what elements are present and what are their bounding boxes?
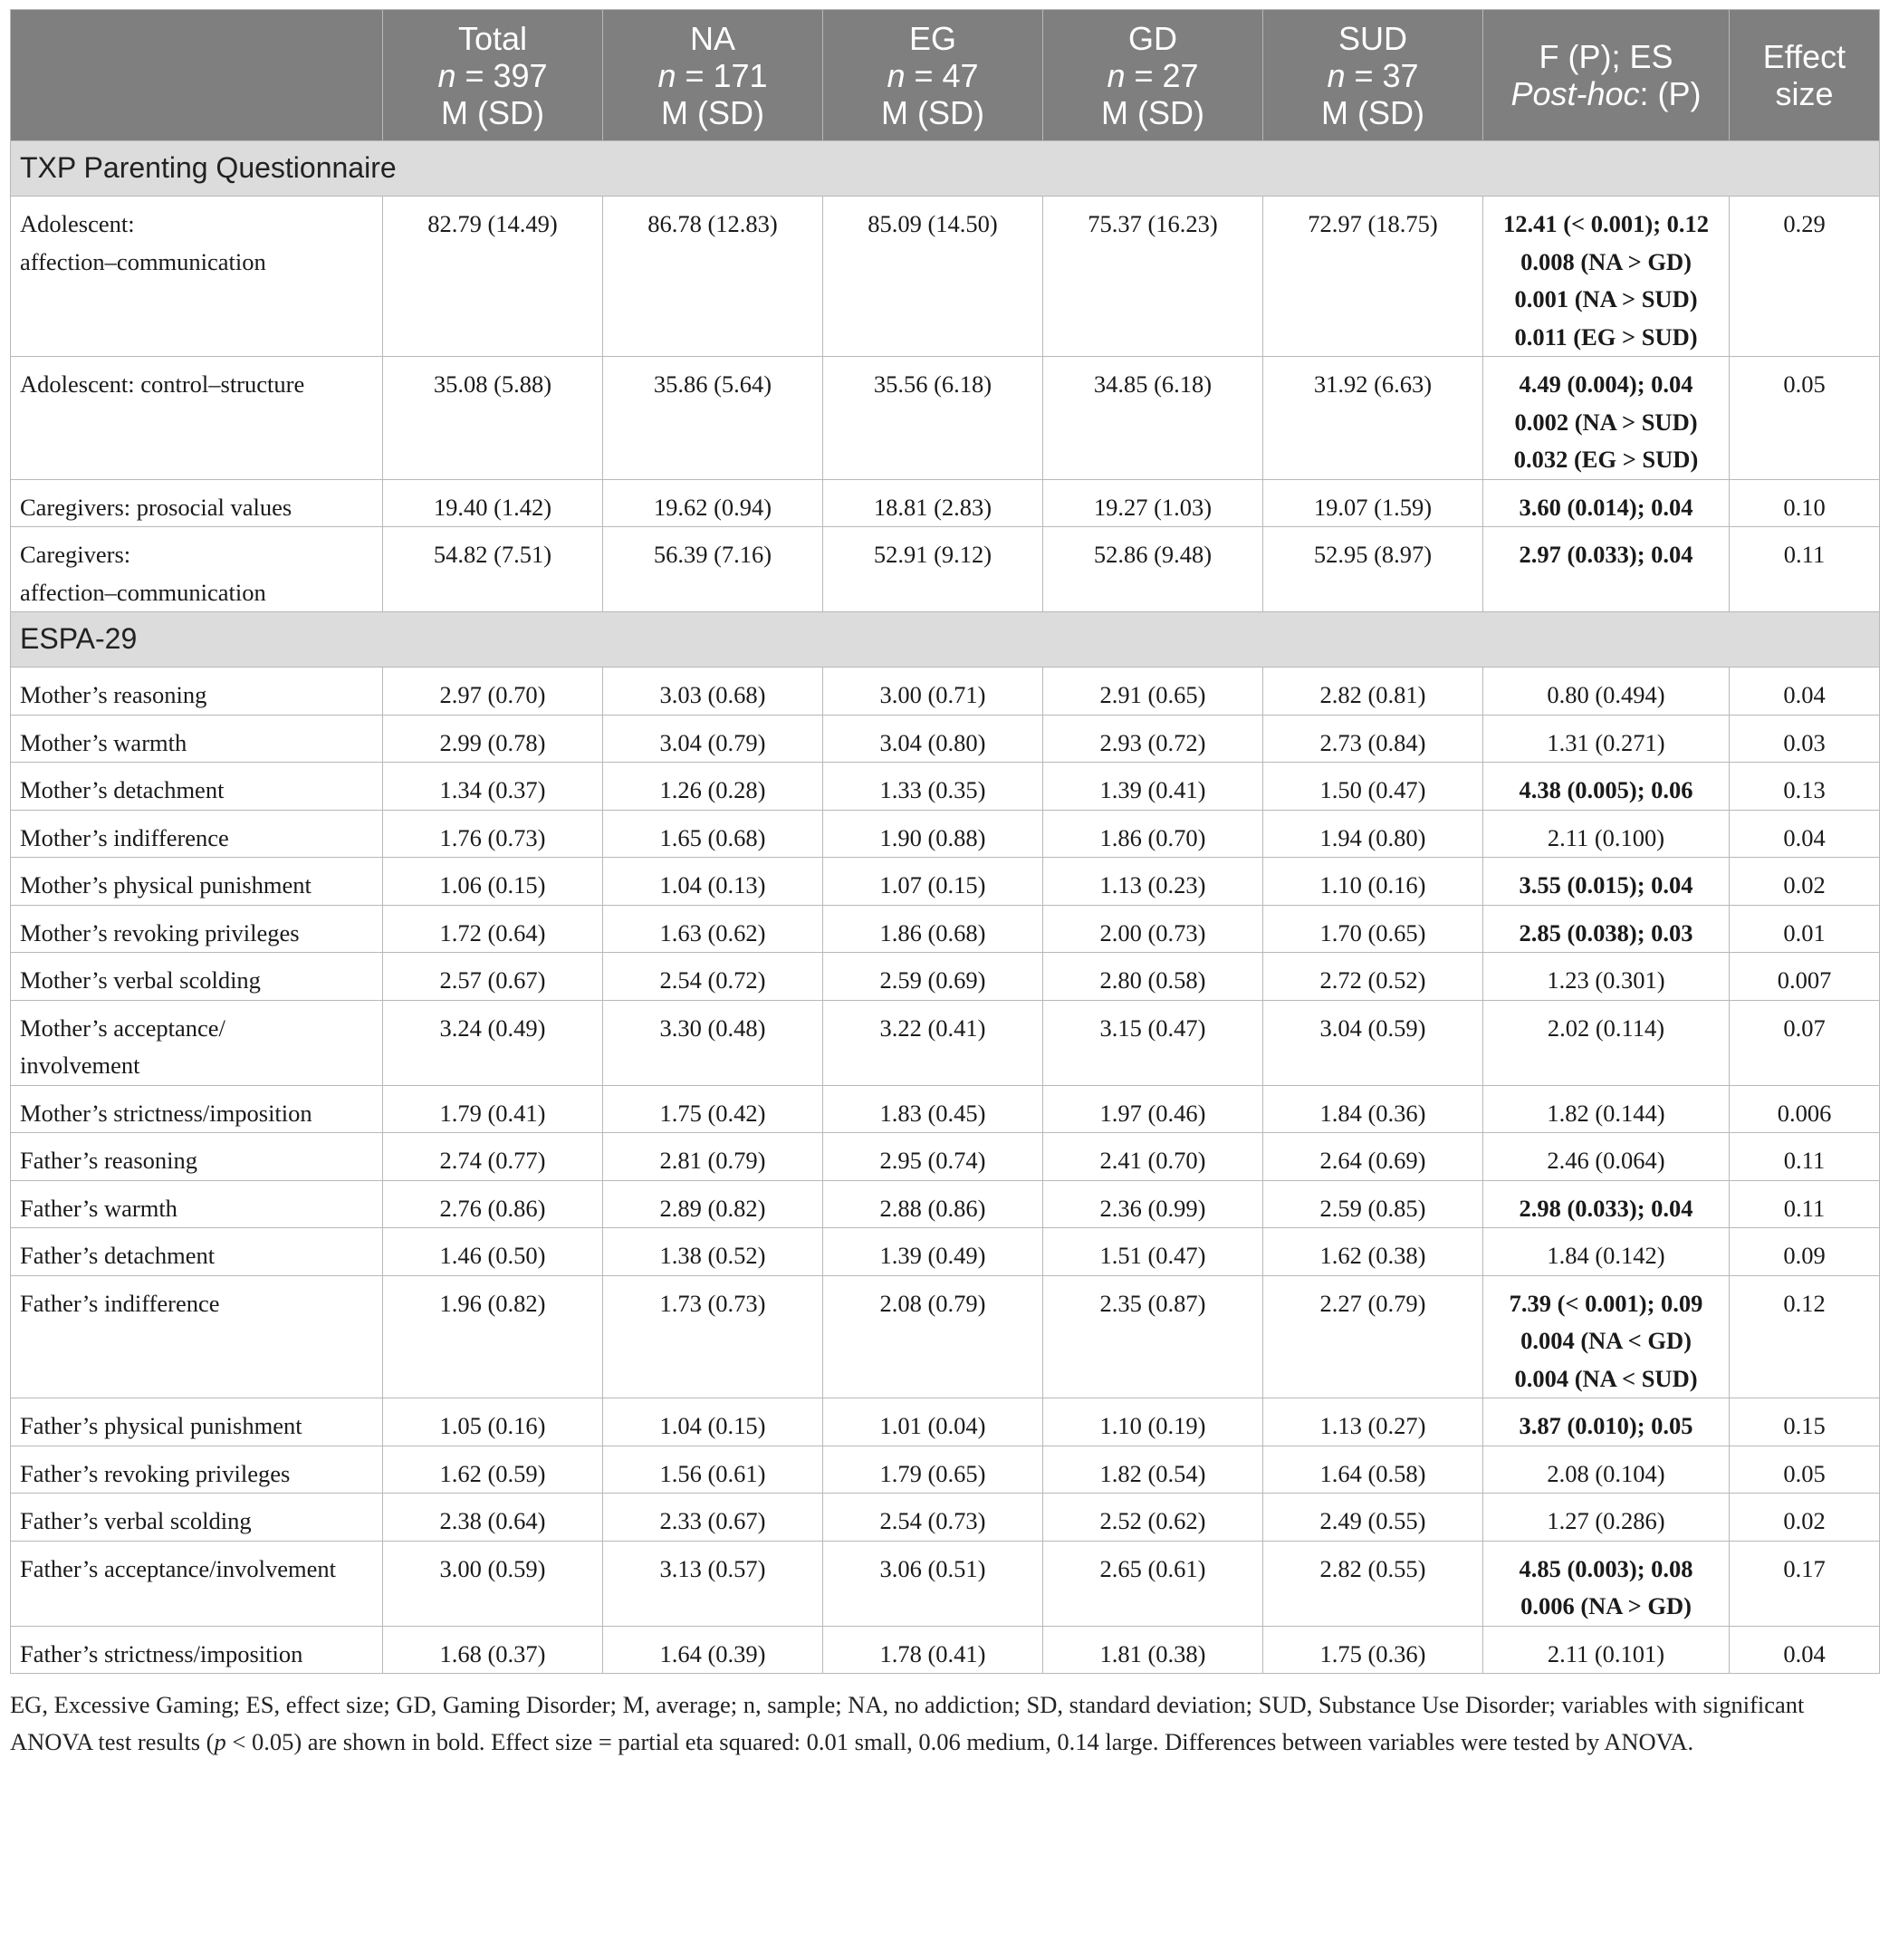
cell-f-posthoc xyxy=(1483,1000,1730,1085)
row-label xyxy=(11,1000,383,1085)
cell-na: 2.54 (0.72) xyxy=(603,953,823,1001)
cell-total: 54.82 (7.51) xyxy=(383,527,603,612)
row-label xyxy=(11,357,383,480)
row-label-line: Mother’s revoking privileges xyxy=(20,918,300,946)
row-label xyxy=(11,1446,383,1494)
cell-f-line: 2.11 (0.100) xyxy=(1547,823,1665,851)
cell-sud: 1.84 (0.36) xyxy=(1263,1085,1483,1133)
table-footnote xyxy=(10,1686,1879,1761)
cell-eg: 3.00 (0.71) xyxy=(823,668,1043,716)
cell-eg: 35.56 (6.18) xyxy=(823,357,1043,480)
table-row xyxy=(11,953,1880,1001)
cell-f-line: 1.82 (0.144) xyxy=(1547,1099,1665,1127)
cell-eg: 1.39 (0.49) xyxy=(823,1228,1043,1276)
cell-f-posthoc xyxy=(1483,1398,1730,1446)
cell-sud: 2.64 (0.69) xyxy=(1263,1133,1483,1181)
header-eg-line: EG xyxy=(908,19,956,57)
cell-total: 2.57 (0.67) xyxy=(383,953,603,1001)
header-na xyxy=(603,10,823,141)
cell-sud: 1.94 (0.80) xyxy=(1263,810,1483,858)
cell-eg: 1.78 (0.41) xyxy=(823,1626,1043,1674)
row-label-line: Father’s acceptance/involvement xyxy=(20,1554,337,1582)
cell-sud: 72.97 (18.75) xyxy=(1263,197,1483,357)
cell-total: 82.79 (14.49) xyxy=(383,197,603,357)
header-gd-line: M (SD) xyxy=(1101,93,1204,131)
row-label-line: Mother’s reasoning xyxy=(20,681,207,708)
header-es-line: Effect xyxy=(1762,38,1846,75)
table-row xyxy=(11,479,1880,527)
cell-f-line: 0.004 (NA < GD) xyxy=(1520,1327,1692,1354)
cell-na: 35.86 (5.64) xyxy=(603,357,823,480)
cell-f-line: 2.46 (0.064) xyxy=(1547,1147,1665,1174)
cell-eg: 3.22 (0.41) xyxy=(823,1000,1043,1085)
cell-f-posthoc xyxy=(1483,1133,1730,1181)
cell-sud: 2.59 (0.85) xyxy=(1263,1180,1483,1228)
cell-effect-size: 0.006 xyxy=(1730,1085,1880,1133)
row-label-line: Adolescent: control–structure xyxy=(20,370,305,398)
cell-total: 1.06 (0.15) xyxy=(383,858,603,906)
cell-gd: 2.93 (0.72) xyxy=(1043,715,1263,763)
row-label xyxy=(11,1133,383,1181)
cell-gd: 1.97 (0.46) xyxy=(1043,1085,1263,1133)
cell-gd: 34.85 (6.18) xyxy=(1043,357,1263,480)
cell-gd: 1.10 (0.19) xyxy=(1043,1398,1263,1446)
table-row xyxy=(11,1180,1880,1228)
header-es xyxy=(1730,10,1880,141)
cell-na: 1.38 (0.52) xyxy=(603,1228,823,1276)
cell-na: 86.78 (12.83) xyxy=(603,197,823,357)
row-label-line: involvement xyxy=(20,1052,140,1079)
cell-f-line: 2.08 (0.104) xyxy=(1547,1459,1665,1487)
header-total xyxy=(383,10,603,141)
cell-f-line: 0.032 (EG > SUD) xyxy=(1513,446,1699,473)
cell-total: 1.79 (0.41) xyxy=(383,1085,603,1133)
cell-na: 1.63 (0.62) xyxy=(603,905,823,953)
cell-total: 3.24 (0.49) xyxy=(383,1000,603,1085)
row-label xyxy=(11,1494,383,1542)
cell-f-line: 4.49 (0.004); 0.04 xyxy=(1519,370,1693,398)
header-na-line: n = 171 xyxy=(657,56,768,94)
cell-f-posthoc xyxy=(1483,1085,1730,1133)
table-row xyxy=(11,1000,1880,1085)
row-label-line: Father’s strictness/imposition xyxy=(20,1639,303,1667)
cell-effect-size: 0.03 xyxy=(1730,715,1880,763)
row-label xyxy=(11,527,383,612)
row-label-line: Father’s reasoning xyxy=(20,1147,198,1174)
row-label-line: Mother’s indifference xyxy=(20,823,229,851)
cell-total: 1.96 (0.82) xyxy=(383,1275,603,1398)
cell-f-line: 2.11 (0.101) xyxy=(1547,1639,1665,1667)
header-sud-line: n = 37 xyxy=(1327,56,1419,94)
cell-f-line: 4.38 (0.005); 0.06 xyxy=(1519,776,1693,803)
cell-gd: 1.86 (0.70) xyxy=(1043,810,1263,858)
cell-effect-size: 0.11 xyxy=(1730,1180,1880,1228)
header-eg-line: n = 47 xyxy=(887,56,979,94)
cell-f-line: 0.008 (NA > GD) xyxy=(1520,247,1692,275)
cell-f-posthoc xyxy=(1483,1180,1730,1228)
cell-total: 2.38 (0.64) xyxy=(383,1494,603,1542)
cell-sud: 31.92 (6.63) xyxy=(1263,357,1483,480)
cell-f-line: 2.85 (0.038); 0.03 xyxy=(1519,918,1693,946)
cell-na: 2.89 (0.82) xyxy=(603,1180,823,1228)
cell-effect-size: 0.04 xyxy=(1730,668,1880,716)
cell-total: 2.76 (0.86) xyxy=(383,1180,603,1228)
cell-sud: 2.82 (0.55) xyxy=(1263,1541,1483,1626)
table-row xyxy=(11,197,1880,357)
header-total-line: n = 397 xyxy=(437,56,548,94)
header-gd-line: n = 27 xyxy=(1107,56,1199,94)
cell-f-line: 0.80 (0.494) xyxy=(1547,681,1665,708)
row-label-line: Mother’s warmth xyxy=(20,728,187,756)
cell-effect-size: 0.13 xyxy=(1730,763,1880,811)
cell-na: 56.39 (7.16) xyxy=(603,527,823,612)
section-row xyxy=(11,141,1880,197)
table-row xyxy=(11,357,1880,480)
cell-total: 1.68 (0.37) xyxy=(383,1626,603,1674)
footnote-p-symbol: p xyxy=(214,1728,226,1755)
header-f-line: F (P); ES xyxy=(1539,38,1673,75)
header-f xyxy=(1483,10,1730,141)
cell-sud: 2.27 (0.79) xyxy=(1263,1275,1483,1398)
cell-sud: 1.70 (0.65) xyxy=(1263,905,1483,953)
cell-total: 2.97 (0.70) xyxy=(383,668,603,716)
cell-f-posthoc xyxy=(1483,1494,1730,1542)
table-row xyxy=(11,1085,1880,1133)
cell-gd: 52.86 (9.48) xyxy=(1043,527,1263,612)
cell-sud: 1.50 (0.47) xyxy=(1263,763,1483,811)
cell-f-line: 3.87 (0.010); 0.05 xyxy=(1519,1412,1693,1439)
cell-eg: 2.08 (0.79) xyxy=(823,1275,1043,1398)
row-label xyxy=(11,905,383,953)
cell-na: 3.03 (0.68) xyxy=(603,668,823,716)
header-gd-line: GD xyxy=(1128,19,1177,57)
cell-sud: 2.73 (0.84) xyxy=(1263,715,1483,763)
cell-f-line: 2.98 (0.033); 0.04 xyxy=(1519,1194,1693,1222)
cell-effect-size: 0.11 xyxy=(1730,527,1880,612)
table-row xyxy=(11,1228,1880,1276)
cell-effect-size: 0.02 xyxy=(1730,1494,1880,1542)
header-total-line: M (SD) xyxy=(441,93,544,131)
table-row xyxy=(11,810,1880,858)
table-row xyxy=(11,1133,1880,1181)
cell-sud: 1.75 (0.36) xyxy=(1263,1626,1483,1674)
cell-na: 1.73 (0.73) xyxy=(603,1275,823,1398)
cell-f-posthoc xyxy=(1483,715,1730,763)
cell-na: 2.81 (0.79) xyxy=(603,1133,823,1181)
cell-na: 1.75 (0.42) xyxy=(603,1085,823,1133)
table-row xyxy=(11,527,1880,612)
row-label xyxy=(11,1180,383,1228)
header-sud-line: SUD xyxy=(1338,19,1407,57)
cell-effect-size: 0.29 xyxy=(1730,197,1880,357)
cell-gd: 19.27 (1.03) xyxy=(1043,479,1263,527)
cell-f-posthoc xyxy=(1483,1541,1730,1626)
cell-na: 2.33 (0.67) xyxy=(603,1494,823,1542)
cell-f-line: 3.60 (0.014); 0.04 xyxy=(1519,493,1693,521)
cell-eg: 1.90 (0.88) xyxy=(823,810,1043,858)
cell-effect-size: 0.04 xyxy=(1730,810,1880,858)
cell-gd: 1.82 (0.54) xyxy=(1043,1446,1263,1494)
row-label-line: Father’s physical punishment xyxy=(20,1412,302,1439)
header-total-line: Total xyxy=(457,19,528,57)
table-row xyxy=(11,1626,1880,1674)
row-label-line: Mother’s physical punishment xyxy=(20,871,312,898)
cell-gd: 2.41 (0.70) xyxy=(1043,1133,1263,1181)
row-label-line: Mother’s detachment xyxy=(20,776,225,803)
cell-effect-size: 0.15 xyxy=(1730,1398,1880,1446)
cell-f-line: 0.004 (NA < SUD) xyxy=(1514,1364,1698,1392)
cell-na: 19.62 (0.94) xyxy=(603,479,823,527)
cell-effect-size: 0.007 xyxy=(1730,953,1880,1001)
cell-f-posthoc xyxy=(1483,858,1730,906)
cell-f-posthoc xyxy=(1483,1275,1730,1398)
header-na-line: NA xyxy=(689,19,735,57)
cell-na: 1.04 (0.13) xyxy=(603,858,823,906)
cell-na: 1.04 (0.15) xyxy=(603,1398,823,1446)
cell-f-posthoc xyxy=(1483,527,1730,612)
table-row xyxy=(11,905,1880,953)
header-blank xyxy=(11,10,383,141)
row-label-line: Father’s revoking privileges xyxy=(20,1459,291,1487)
header-gd xyxy=(1043,10,1263,141)
cell-f-posthoc xyxy=(1483,810,1730,858)
cell-gd: 75.37 (16.23) xyxy=(1043,197,1263,357)
row-label xyxy=(11,1085,383,1133)
section-title: ESPA-29 xyxy=(11,612,1880,668)
cell-sud: 1.10 (0.16) xyxy=(1263,858,1483,906)
cell-gd: 1.39 (0.41) xyxy=(1043,763,1263,811)
cell-na: 1.64 (0.39) xyxy=(603,1626,823,1674)
cell-na: 1.56 (0.61) xyxy=(603,1446,823,1494)
footnote-text-2: < 0.05) are shown in bold. Effect size = partial eta squared: 0.01 small, 0.06 medium, 0.14 large. Differences between variables were tested by ANOVA. xyxy=(225,1728,1694,1755)
section-row xyxy=(11,612,1880,668)
row-label-line: Mother’s strictness/imposition xyxy=(20,1099,312,1127)
row-label-line: Caregivers: prosocial values xyxy=(20,493,292,521)
cell-gd: 2.65 (0.61) xyxy=(1043,1541,1263,1626)
header-na-line: M (SD) xyxy=(661,93,764,131)
row-label xyxy=(11,763,383,811)
row-label xyxy=(11,810,383,858)
cell-total: 1.46 (0.50) xyxy=(383,1228,603,1276)
cell-gd: 2.00 (0.73) xyxy=(1043,905,1263,953)
cell-total: 1.05 (0.16) xyxy=(383,1398,603,1446)
cell-f-line: 1.27 (0.286) xyxy=(1547,1507,1665,1534)
cell-total: 2.99 (0.78) xyxy=(383,715,603,763)
row-label xyxy=(11,1541,383,1626)
footnote-text-1: EG, Excessive Gaming; ES, effect size; GD, Gaming Disorder; M, average; n, sample; NA, no addiction; SD, standard deviation; SUD, Substance Use Disorder; variables with significant ANOVA test results ( xyxy=(10,1691,1805,1755)
cell-f-line: 1.84 (0.142) xyxy=(1547,1242,1665,1269)
row-label xyxy=(11,1626,383,1674)
cell-sud: 2.49 (0.55) xyxy=(1263,1494,1483,1542)
row-label xyxy=(11,953,383,1001)
cell-gd: 2.80 (0.58) xyxy=(1043,953,1263,1001)
cell-sud: 2.82 (0.81) xyxy=(1263,668,1483,716)
cell-f-line: 0.001 (NA > SUD) xyxy=(1514,285,1698,312)
header-sud-line: M (SD) xyxy=(1321,93,1424,131)
cell-eg: 18.81 (2.83) xyxy=(823,479,1043,527)
table-row xyxy=(11,1541,1880,1626)
cell-f-line: 3.55 (0.015); 0.04 xyxy=(1519,871,1693,898)
header-f-line: Post-hoc: (P) xyxy=(1510,75,1702,112)
cell-eg: 1.33 (0.35) xyxy=(823,763,1043,811)
row-label-line: Adolescent: xyxy=(20,210,135,237)
cell-eg: 3.06 (0.51) xyxy=(823,1541,1043,1626)
cell-eg: 52.91 (9.12) xyxy=(823,527,1043,612)
cell-f-line: 1.31 (0.271) xyxy=(1547,728,1665,756)
row-label xyxy=(11,1228,383,1276)
cell-total: 19.40 (1.42) xyxy=(383,479,603,527)
header-eg xyxy=(823,10,1043,141)
cell-eg: 2.59 (0.69) xyxy=(823,953,1043,1001)
cell-f-posthoc xyxy=(1483,905,1730,953)
cell-total: 3.00 (0.59) xyxy=(383,1541,603,1626)
row-label-line: Father’s detachment xyxy=(20,1242,216,1269)
table-body xyxy=(11,141,1880,1674)
cell-f-line: 12.41 (< 0.001); 0.12 xyxy=(1502,210,1710,237)
cell-f-posthoc xyxy=(1483,357,1730,480)
row-label-line: Father’s warmth xyxy=(20,1194,177,1222)
cell-eg: 1.79 (0.65) xyxy=(823,1446,1043,1494)
cell-f-posthoc xyxy=(1483,479,1730,527)
cell-f-posthoc xyxy=(1483,1228,1730,1276)
cell-effect-size: 0.11 xyxy=(1730,1133,1880,1181)
cell-sud: 3.04 (0.59) xyxy=(1263,1000,1483,1085)
header-es-line: size xyxy=(1775,75,1834,112)
cell-gd: 2.52 (0.62) xyxy=(1043,1494,1263,1542)
row-label-line: Father’s verbal scolding xyxy=(20,1507,252,1534)
header-eg-line: M (SD) xyxy=(881,93,984,131)
cell-sud: 52.95 (8.97) xyxy=(1263,527,1483,612)
cell-effect-size: 0.07 xyxy=(1730,1000,1880,1085)
row-label xyxy=(11,197,383,357)
row-label-line: Caregivers: xyxy=(20,541,131,568)
cell-eg: 1.01 (0.04) xyxy=(823,1398,1043,1446)
header-sud xyxy=(1263,10,1483,141)
cell-sud: 1.62 (0.38) xyxy=(1263,1228,1483,1276)
table-row xyxy=(11,1398,1880,1446)
cell-sud: 1.13 (0.27) xyxy=(1263,1398,1483,1446)
cell-eg: 2.95 (0.74) xyxy=(823,1133,1043,1181)
cell-effect-size: 0.05 xyxy=(1730,1446,1880,1494)
cell-sud: 1.64 (0.58) xyxy=(1263,1446,1483,1494)
table-row xyxy=(11,1275,1880,1398)
row-label-line: affection–communication xyxy=(20,578,266,606)
cell-f-posthoc xyxy=(1483,953,1730,1001)
table-row xyxy=(11,1494,1880,1542)
cell-f-line: 1.23 (0.301) xyxy=(1547,966,1665,994)
cell-gd: 2.35 (0.87) xyxy=(1043,1275,1263,1398)
row-label-line: Mother’s verbal scolding xyxy=(20,966,261,994)
table-row xyxy=(11,763,1880,811)
cell-effect-size: 0.04 xyxy=(1730,1626,1880,1674)
cell-eg: 1.86 (0.68) xyxy=(823,905,1043,953)
cell-f-line: 0.002 (NA > SUD) xyxy=(1514,408,1698,436)
cell-effect-size: 0.10 xyxy=(1730,479,1880,527)
cell-eg: 1.83 (0.45) xyxy=(823,1085,1043,1133)
cell-total: 1.62 (0.59) xyxy=(383,1446,603,1494)
table-row xyxy=(11,858,1880,906)
cell-total: 1.34 (0.37) xyxy=(383,763,603,811)
table-row xyxy=(11,715,1880,763)
table-container xyxy=(10,9,1879,1761)
row-label-line: Father’s indifference xyxy=(20,1289,220,1317)
cell-f-posthoc xyxy=(1483,1626,1730,1674)
row-label-line: affection–communication xyxy=(20,247,266,275)
cell-sud: 2.72 (0.52) xyxy=(1263,953,1483,1001)
cell-gd: 1.13 (0.23) xyxy=(1043,858,1263,906)
table-row xyxy=(11,1446,1880,1494)
cell-f-posthoc xyxy=(1483,668,1730,716)
cell-gd: 1.51 (0.47) xyxy=(1043,1228,1263,1276)
cell-gd: 3.15 (0.47) xyxy=(1043,1000,1263,1085)
cell-effect-size: 0.17 xyxy=(1730,1541,1880,1626)
header-row xyxy=(11,10,1880,141)
cell-f-line: 2.02 (0.114) xyxy=(1547,1014,1665,1042)
cell-total: 1.72 (0.64) xyxy=(383,905,603,953)
results-table xyxy=(10,9,1880,1674)
cell-effect-size: 0.05 xyxy=(1730,357,1880,480)
cell-f-posthoc xyxy=(1483,1446,1730,1494)
cell-eg: 3.04 (0.80) xyxy=(823,715,1043,763)
cell-f-line: 0.011 (EG > SUD) xyxy=(1514,322,1698,351)
cell-f-posthoc xyxy=(1483,197,1730,357)
cell-na: 1.65 (0.68) xyxy=(603,810,823,858)
row-label xyxy=(11,858,383,906)
row-label xyxy=(11,715,383,763)
cell-gd: 2.91 (0.65) xyxy=(1043,668,1263,716)
row-label xyxy=(11,479,383,527)
cell-gd: 1.81 (0.38) xyxy=(1043,1626,1263,1674)
cell-f-posthoc xyxy=(1483,763,1730,811)
row-label xyxy=(11,1275,383,1398)
cell-na: 3.30 (0.48) xyxy=(603,1000,823,1085)
cell-effect-size: 0.02 xyxy=(1730,858,1880,906)
cell-na: 3.13 (0.57) xyxy=(603,1541,823,1626)
cell-sud: 19.07 (1.59) xyxy=(1263,479,1483,527)
cell-effect-size: 0.01 xyxy=(1730,905,1880,953)
cell-eg: 85.09 (14.50) xyxy=(823,197,1043,357)
cell-eg: 2.88 (0.86) xyxy=(823,1180,1043,1228)
cell-f-line: 0.006 (NA > GD) xyxy=(1520,1592,1692,1619)
table-row xyxy=(11,668,1880,716)
cell-na: 1.26 (0.28) xyxy=(603,763,823,811)
cell-gd: 2.36 (0.99) xyxy=(1043,1180,1263,1228)
cell-effect-size: 0.12 xyxy=(1730,1275,1880,1398)
cell-total: 2.74 (0.77) xyxy=(383,1133,603,1181)
cell-na: 3.04 (0.79) xyxy=(603,715,823,763)
cell-total: 35.08 (5.88) xyxy=(383,357,603,480)
row-label-line: Mother’s acceptance/ xyxy=(20,1014,225,1042)
row-label xyxy=(11,1398,383,1446)
cell-effect-size: 0.09 xyxy=(1730,1228,1880,1276)
cell-eg: 2.54 (0.73) xyxy=(823,1494,1043,1542)
section-title: TXP Parenting Questionnaire xyxy=(11,141,1880,197)
cell-f-line: 7.39 (< 0.001); 0.09 xyxy=(1509,1289,1703,1317)
cell-eg: 1.07 (0.15) xyxy=(823,858,1043,906)
cell-f-line: 2.97 (0.033); 0.04 xyxy=(1519,541,1693,568)
cell-total: 1.76 (0.73) xyxy=(383,810,603,858)
table-header xyxy=(11,10,1880,141)
row-label xyxy=(11,668,383,716)
cell-f-line: 4.85 (0.003); 0.08 xyxy=(1519,1554,1693,1582)
